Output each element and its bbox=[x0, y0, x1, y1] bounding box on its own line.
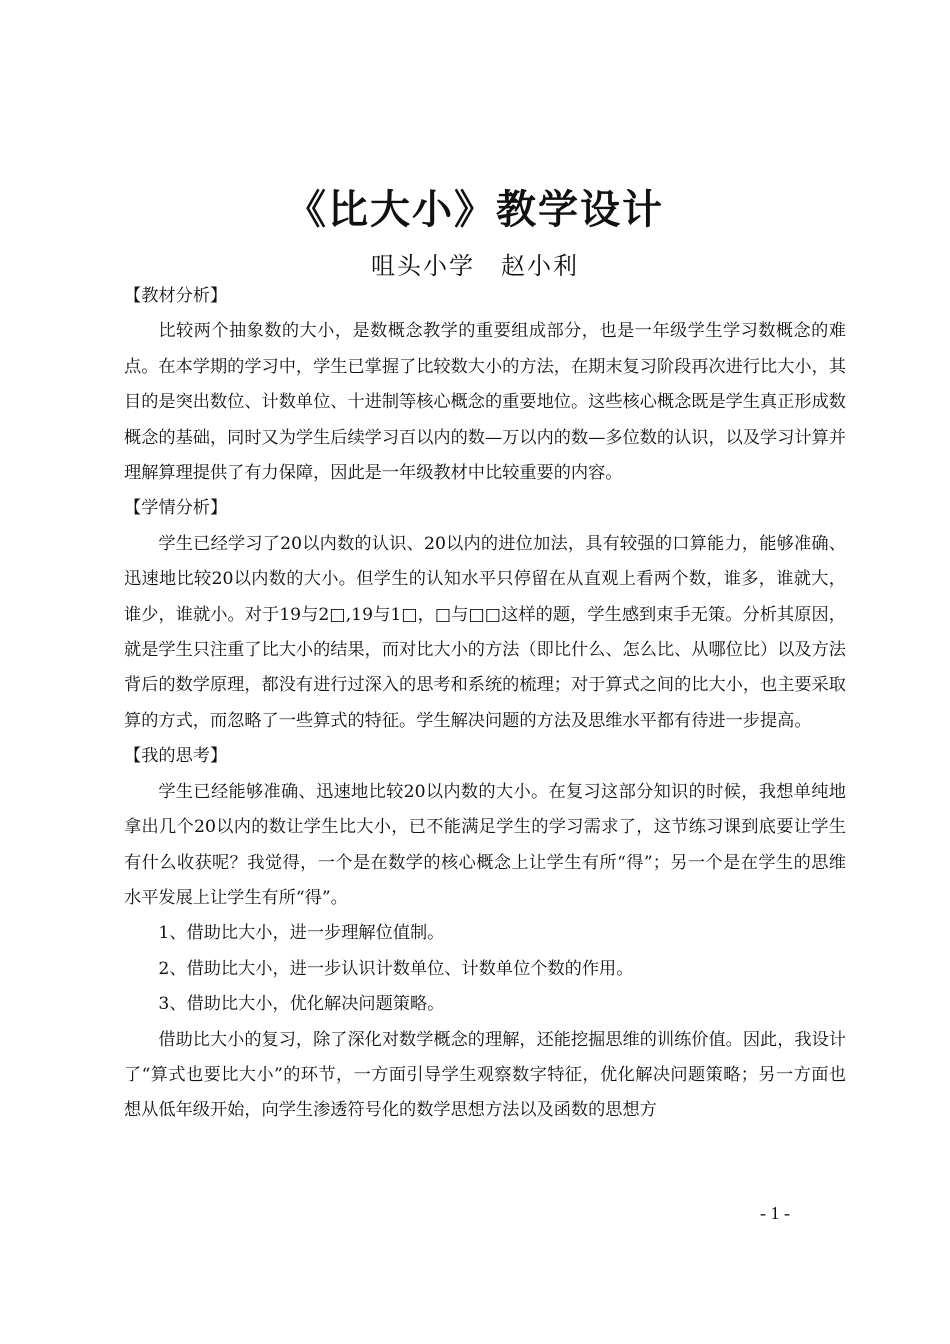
author-line: 咀头小学 赵小利 bbox=[371, 252, 579, 280]
paragraph: 学生已经学习了20以内数的认识、20以内的进位加法，具有较强的口算能力，能够准确、迅速地比较20以内数的大小。但学生的认知水平只停留在从直观上看两个数，谁多，谁就大，谁少，谁就小。对于19与2□,19与1□，□与□□这样的题，学生感到束手无策。分析其原因，就是学生只注重了比大小的结果，而对比大小的方法（即比什么、怎么比、从哪位比）以及方法背后的数学原理，都没有进行过深入的思考和系统的梳理；对于算式之间的比大小，也主要采取算的方式，而忽略了一些算式的特征。学生解决问题的方法及思维水平都有待进一步提高。 bbox=[124, 533, 846, 731]
list-item: 3、借助比大小，优化解决问题策略。 bbox=[158, 994, 445, 1015]
list-item: 2、借助比大小，进一步认识计数单位、计数单位个数的作用。 bbox=[158, 958, 634, 979]
paragraph: 学生已经能够准确、迅速地比较20以内数的大小。在复习这部分知识的时候，我想单纯地拿出几个20以内的数让学生比大小，已不能满足学生的学习需求了，这节练习课到底要让学生有什么收获呢？我觉得，一个是在数学的核心概念上让学生有所“得”；另一个是在学生的思维水平发展上让学生有所“得”。 bbox=[124, 781, 846, 908]
document-title: 《比大小》教学设计 bbox=[286, 187, 664, 233]
paragraph: 借助比大小的复习，除了深化对数学概念的理解，还能挖掘思维的训练价值。因此，我设计了“算式也要比大小”的环节，一方面引导学生观察数字特征，优化解决问题策略；另一方面也想从低年级开始，向学生渗透符号化的数学思想方法以及函数的思想方 bbox=[124, 1029, 846, 1121]
section-heading: 【我的思考】 bbox=[124, 746, 228, 767]
document-body bbox=[124, 279, 846, 1129]
section-heading: 【学情分析】 bbox=[124, 498, 228, 519]
list-item: 1、借助比大小，进一步理解位值制。 bbox=[158, 923, 445, 944]
page-number: - 1 - bbox=[760, 1203, 790, 1223]
section-heading: 【教材分析】 bbox=[124, 286, 228, 306]
paragraph: 比较两个抽象数的大小，是数概念教学的重要组成部分，也是一年级学生学习数概念的难点。在本学期的学习中，学生已掌握了比较数大小的方法，在期末复习阶段再次进行比大小，其目的是突出数位、计数单位、十进制等核心概念的重要地位。这些核心概念既是学生真正形成数概念的基础，同时又为学生后续学习百以内的数—万以内的数—多位数的认识，以及学习计算并理解算理提供了有力保障，因此是一年级教材中比较重要的内容。 bbox=[124, 321, 846, 484]
